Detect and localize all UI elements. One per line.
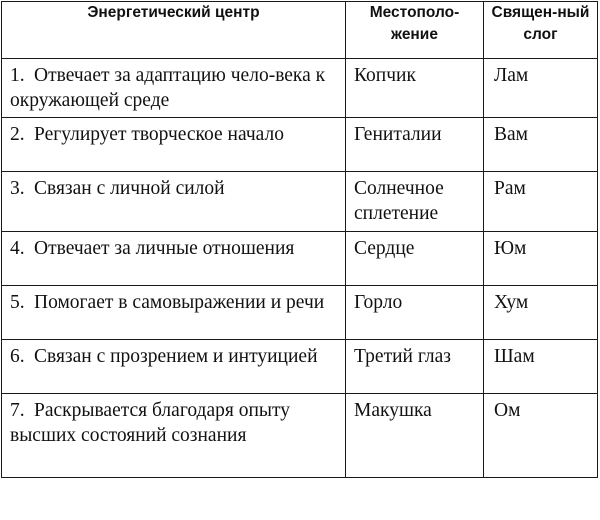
location-cell: Макушка xyxy=(346,394,484,478)
header-syllable: Священ-ный слог xyxy=(484,2,598,59)
center-description: Регулирует творческое начало xyxy=(34,124,284,145)
location-cell: Солнечное сплетение xyxy=(346,172,484,232)
table-row xyxy=(2,172,598,232)
table-row xyxy=(2,394,598,478)
syllable-cell: Вам xyxy=(484,118,598,172)
table-row xyxy=(2,232,598,286)
table-row xyxy=(2,118,598,172)
row-number: 6. xyxy=(10,346,25,367)
center-cell xyxy=(2,394,346,478)
header-location: Местополо-жение xyxy=(346,2,484,59)
energy-centers-table xyxy=(1,1,598,478)
syllable-cell: Хум xyxy=(484,286,598,340)
table-header xyxy=(2,2,598,59)
center-cell xyxy=(2,59,346,118)
row-number: 7. xyxy=(10,400,25,421)
syllable-cell: Юм xyxy=(484,232,598,286)
row-number: 5. xyxy=(10,292,25,313)
header-center: Энергетический центр xyxy=(2,2,346,59)
location-cell: Гениталии xyxy=(346,118,484,172)
row-number: 2. xyxy=(10,124,25,145)
syllable-cell: Ом xyxy=(484,394,598,478)
table-row xyxy=(2,286,598,340)
center-description: Связан с личной силой xyxy=(34,178,225,199)
center-description: Отвечает за личные отношения xyxy=(34,238,295,259)
center-description: Связан с прозрением и интуицией xyxy=(34,346,318,367)
center-cell xyxy=(2,286,346,340)
header-row xyxy=(2,2,598,59)
center-cell xyxy=(2,340,346,394)
location-cell: Третий глаз xyxy=(346,340,484,394)
row-number: 3. xyxy=(10,178,25,199)
center-description: Раскрывается благодаря опыту высших состояний сознания xyxy=(10,400,290,446)
table-row xyxy=(2,340,598,394)
syllable-cell: Лам xyxy=(484,59,598,118)
center-cell xyxy=(2,172,346,232)
row-number: 1. xyxy=(10,65,25,86)
syllable-cell: Рам xyxy=(484,172,598,232)
location-cell: Сердце xyxy=(346,232,484,286)
location-cell: Копчик xyxy=(346,59,484,118)
location-cell: Горло xyxy=(346,286,484,340)
center-cell xyxy=(2,232,346,286)
table-body xyxy=(2,59,598,478)
center-description: Отвечает за адаптацию чело-века к окружающей среде xyxy=(10,65,326,111)
row-number: 4. xyxy=(10,238,25,259)
center-description: Помогает в самовыражении и речи xyxy=(34,292,325,313)
syllable-cell: Шам xyxy=(484,340,598,394)
center-cell xyxy=(2,118,346,172)
table-row xyxy=(2,59,598,118)
